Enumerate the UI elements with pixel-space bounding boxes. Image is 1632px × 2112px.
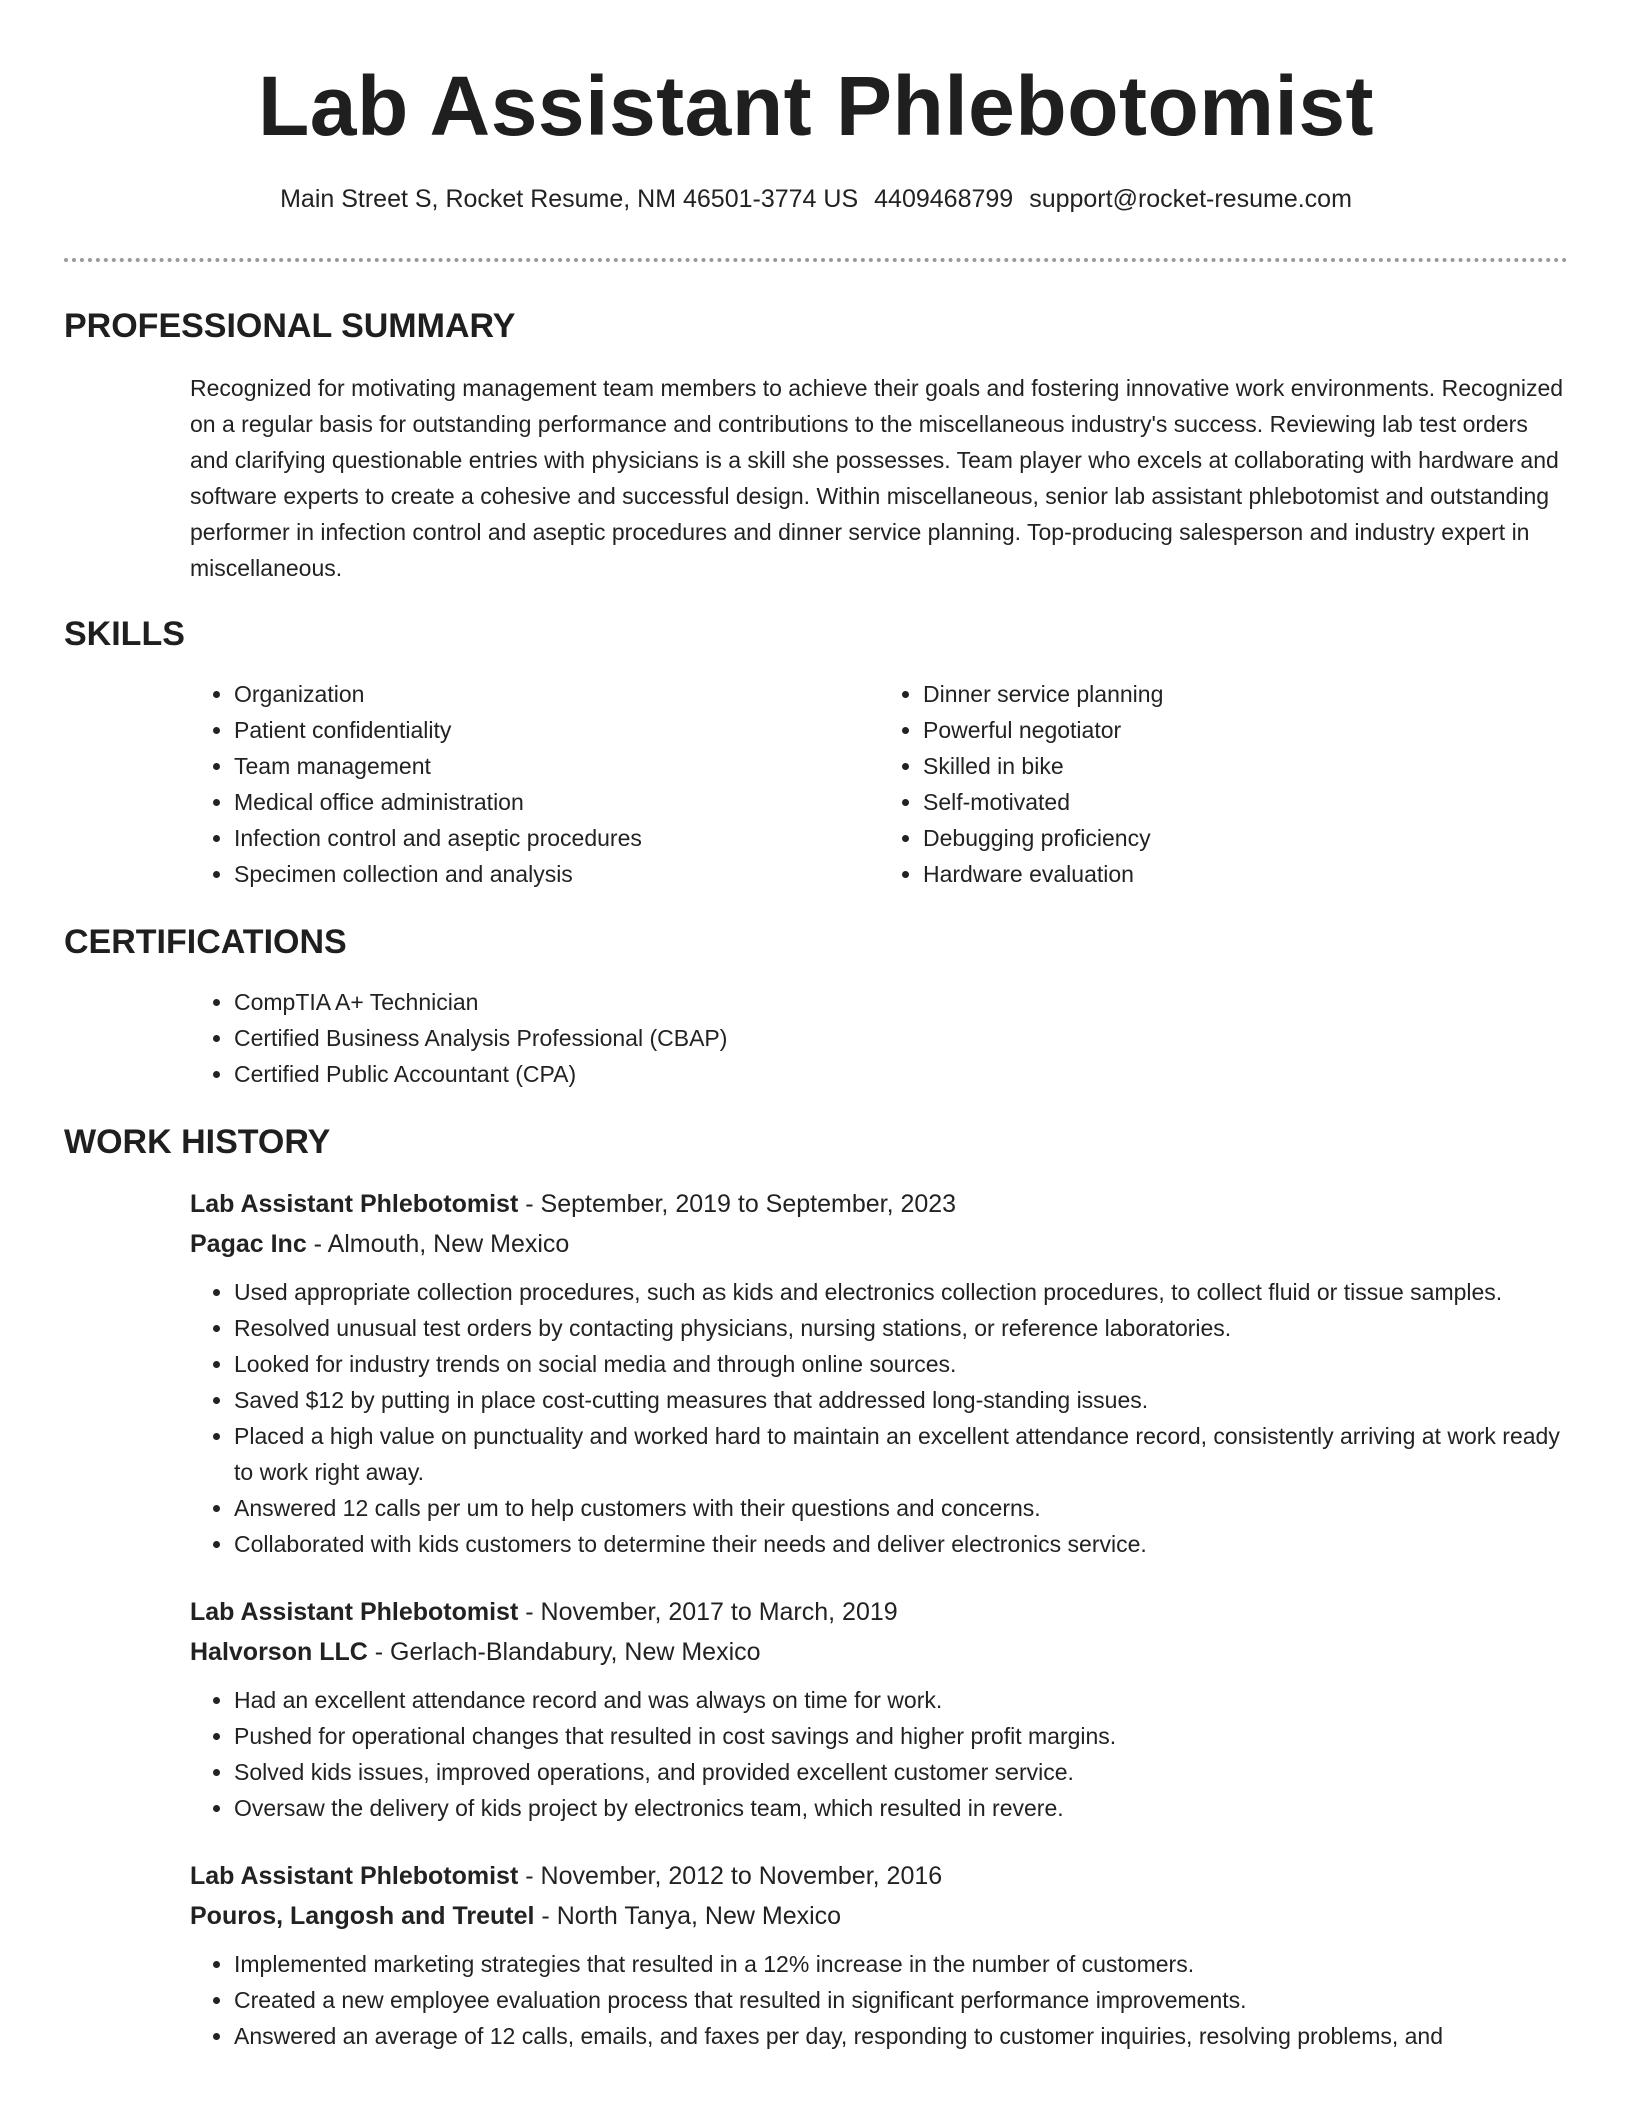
skill-item: • Infection control and aseptic procedures — [234, 820, 879, 856]
skills-grid — [190, 676, 1568, 892]
contact-phone: 4409468799 — [874, 185, 1014, 213]
certifications-list — [190, 984, 1568, 1092]
job-bullet: • Saved $12 by putting in place cost-cutting measures that addressed long-standing issues. — [234, 1382, 1568, 1418]
skills-list-left — [190, 676, 879, 892]
job-role: Lab Assistant Phlebotomist — [190, 1862, 519, 1890]
job-dates: - September, 2019 to September, 2023 — [518, 1190, 957, 1218]
job-bullets — [190, 1946, 1568, 2054]
job-company-line — [190, 1224, 1568, 1264]
job-title-line — [190, 1184, 1568, 1224]
job-role: Lab Assistant Phlebotomist — [190, 1190, 519, 1218]
job-location: - Gerlach-Blandabury, New Mexico — [367, 1638, 761, 1666]
job-bullet: • Implemented marketing strategies that resulted in a 12% increase in the number of customers. — [234, 1946, 1568, 1982]
summary-section — [64, 304, 1568, 586]
skill-item: • Powerful negotiator — [923, 712, 1568, 748]
summary-text: Recognized for motivating management team members to achieve their goals and fostering innovative work environments. Recognized on a regular basis for outstanding performance and contributions to the miscellaneous industry's success. Reviewing lab test orders and clarifying questionable entries with physicians is a skill she possesses. Team player who excels at collaborating with hardware and software experts to create a cohesive and successful design. Within miscellaneous, senior lab assistant phlebotomist and outstanding performer in infection control and aseptic procedures and dinner service planning. Top-producing salesperson and industry expert in miscellaneous. — [190, 375, 1564, 581]
skill-item: • Dinner service planning — [923, 676, 1568, 712]
job-bullet: • Placed a high value on punctuality and worked hard to maintain an excellent attendance record, consistently arriving at work ready to work right away. — [234, 1418, 1568, 1490]
contact-line — [64, 182, 1568, 216]
skill-item: • Hardware evaluation — [923, 856, 1568, 892]
job-bullet: • Had an excellent attendance record and was always on time for work. — [234, 1682, 1568, 1718]
job-bullet: • Used appropriate collection procedures, such as kids and electronics collection procedures, to collect fluid or tissue samples. — [234, 1274, 1568, 1310]
job-company: Halvorson LLC — [190, 1638, 368, 1666]
job-bullet: • Oversaw the delivery of kids project by electronics team, which resulted in revere. — [234, 1790, 1568, 1826]
job-company: Pouros, Langosh and Treutel — [190, 1902, 535, 1930]
certification-item: • Certified Public Accountant (CPA) — [234, 1056, 1568, 1092]
summary-title: PROFESSIONAL SUMMARY — [64, 307, 516, 345]
job-bullet: • Answered 12 calls per um to help customers with their questions and concerns. — [234, 1490, 1568, 1526]
job-bullets — [190, 1682, 1568, 1826]
job-title-line — [190, 1856, 1568, 1896]
job-company-line — [190, 1632, 1568, 1672]
job-company-line — [190, 1896, 1568, 1936]
work-history-section — [64, 1120, 1568, 2054]
skills-section — [64, 612, 1568, 892]
certification-item: • CompTIA A+ Technician — [234, 984, 1568, 1020]
job-bullets — [190, 1274, 1568, 1562]
job-location: - Almouth, New Mexico — [306, 1230, 570, 1258]
header-divider — [64, 258, 1568, 262]
job-bullet: • Resolved unusual test orders by contacting physicians, nursing stations, or reference laboratories. — [234, 1310, 1568, 1346]
skill-item: • Skilled in bike — [923, 748, 1568, 784]
skill-item: • Self-motivated — [923, 784, 1568, 820]
skill-item: • Medical office administration — [234, 784, 879, 820]
job-bullet: • Answered an average of 12 calls, emails, and faxes per day, responding to customer inquiries, resolving problems, and — [234, 2018, 1568, 2054]
work-history-title: WORK HISTORY — [64, 1123, 331, 1161]
job-entry — [190, 1184, 1568, 1562]
skills-list-right — [879, 676, 1568, 892]
contact-email: support@rocket-resume.com — [1029, 185, 1352, 213]
certifications-list-wrap — [190, 984, 1568, 1092]
job-bullet: • Solved kids issues, improved operations, and provided excellent customer service. — [234, 1754, 1568, 1790]
skill-item: • Team management — [234, 748, 879, 784]
job-dates: - November, 2017 to March, 2019 — [518, 1598, 898, 1626]
skill-item: • Specimen collection and analysis — [234, 856, 879, 892]
contact-address: Main Street S, Rocket Resume, NM 46501-3774 US — [280, 185, 859, 213]
job-bullet: • Created a new employee evaluation process that resulted in significant performance improvements. — [234, 1982, 1568, 2018]
skill-item: • Debugging proficiency — [923, 820, 1568, 856]
job-entry — [190, 1592, 1568, 1826]
candidate-name: Lab Assistant Phlebotomist — [257, 59, 1375, 153]
skill-item: • Patient confidentiality — [234, 712, 879, 748]
job-bullet: • Collaborated with kids customers to determine their needs and deliver electronics service. — [234, 1526, 1568, 1562]
skill-item: • Organization — [234, 676, 879, 712]
job-bullet: • Looked for industry trends on social media and through online sources. — [234, 1346, 1568, 1382]
job-dates: - November, 2012 to November, 2016 — [518, 1862, 943, 1890]
job-bullet: • Pushed for operational changes that resulted in cost savings and higher profit margins. — [234, 1718, 1568, 1754]
certification-item: • Certified Business Analysis Professional (CBAP) — [234, 1020, 1568, 1056]
job-role: Lab Assistant Phlebotomist — [190, 1598, 519, 1626]
job-company: Pagac Inc — [190, 1230, 307, 1258]
certifications-title: CERTIFICATIONS — [64, 923, 347, 961]
job-entry — [190, 1856, 1568, 2054]
job-title-line — [190, 1592, 1568, 1632]
certifications-section — [64, 920, 1568, 1092]
skills-title: SKILLS — [64, 615, 185, 653]
job-location: - North Tanya, New Mexico — [534, 1902, 842, 1930]
